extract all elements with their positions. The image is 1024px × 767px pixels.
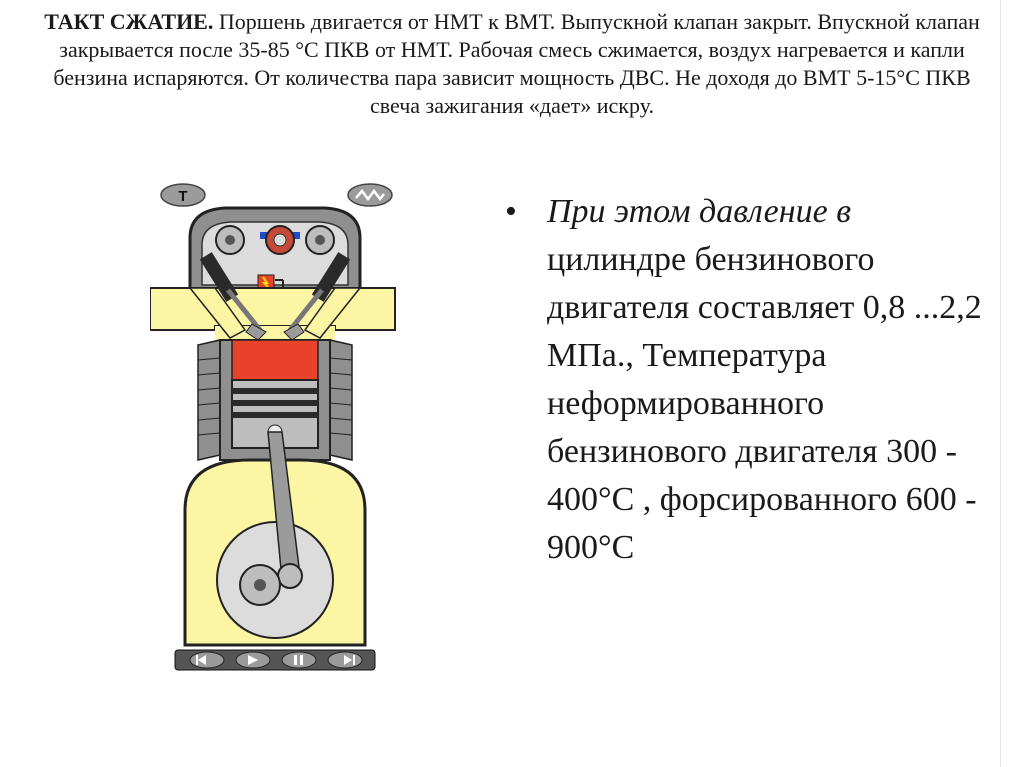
bullet-text xyxy=(547,188,985,572)
pause-icon xyxy=(294,655,297,665)
exhaust-camshaft xyxy=(306,226,334,254)
title-heading: ТАКТ СЖАТИЕ. xyxy=(44,9,214,34)
play-button[interactable] xyxy=(236,652,270,668)
bullet-italic: При этом давление в xyxy=(547,193,851,230)
compression-chamber xyxy=(232,340,318,380)
cylinder-fins-left xyxy=(198,340,220,460)
temperature-button-label: T xyxy=(178,188,188,205)
bullet-body: цилиндре бензинового двигателя составляет 0,8 ...2,2 МПа., Температура неформированного бензинового двигателя 300 - 400°С , форсированного 600 - 900°С xyxy=(547,241,982,566)
engine-diagram xyxy=(150,180,400,685)
title-body: Поршень двигается от НМТ к ВМТ. Выпускной клапан закрыт. Впускной клапан закрывается после 35-85 °С ПКВ от НМТ. Рабочая смесь сжимается, воздух нагревается и капли бензина испаряются. От количества пара зависит мощность ДВС. Не доходя до ВМТ 5-15°С ПКВ свеча зажигания «дает» искру. xyxy=(53,9,980,118)
bullet-marker: • xyxy=(505,193,517,230)
pause-button[interactable] xyxy=(282,652,316,668)
crankshaft xyxy=(240,565,280,605)
forward-button[interactable] xyxy=(328,652,362,668)
title-paragraph xyxy=(30,8,994,120)
slide-border xyxy=(1000,0,1001,767)
temperature-button[interactable] xyxy=(161,184,205,206)
cylinder-fins-right xyxy=(330,340,352,460)
intake-camshaft xyxy=(216,226,244,254)
wave-button[interactable] xyxy=(348,184,392,206)
rewind-button[interactable] xyxy=(190,652,224,668)
bullet-paragraph xyxy=(505,188,985,572)
engine-block-yellow xyxy=(150,288,395,340)
